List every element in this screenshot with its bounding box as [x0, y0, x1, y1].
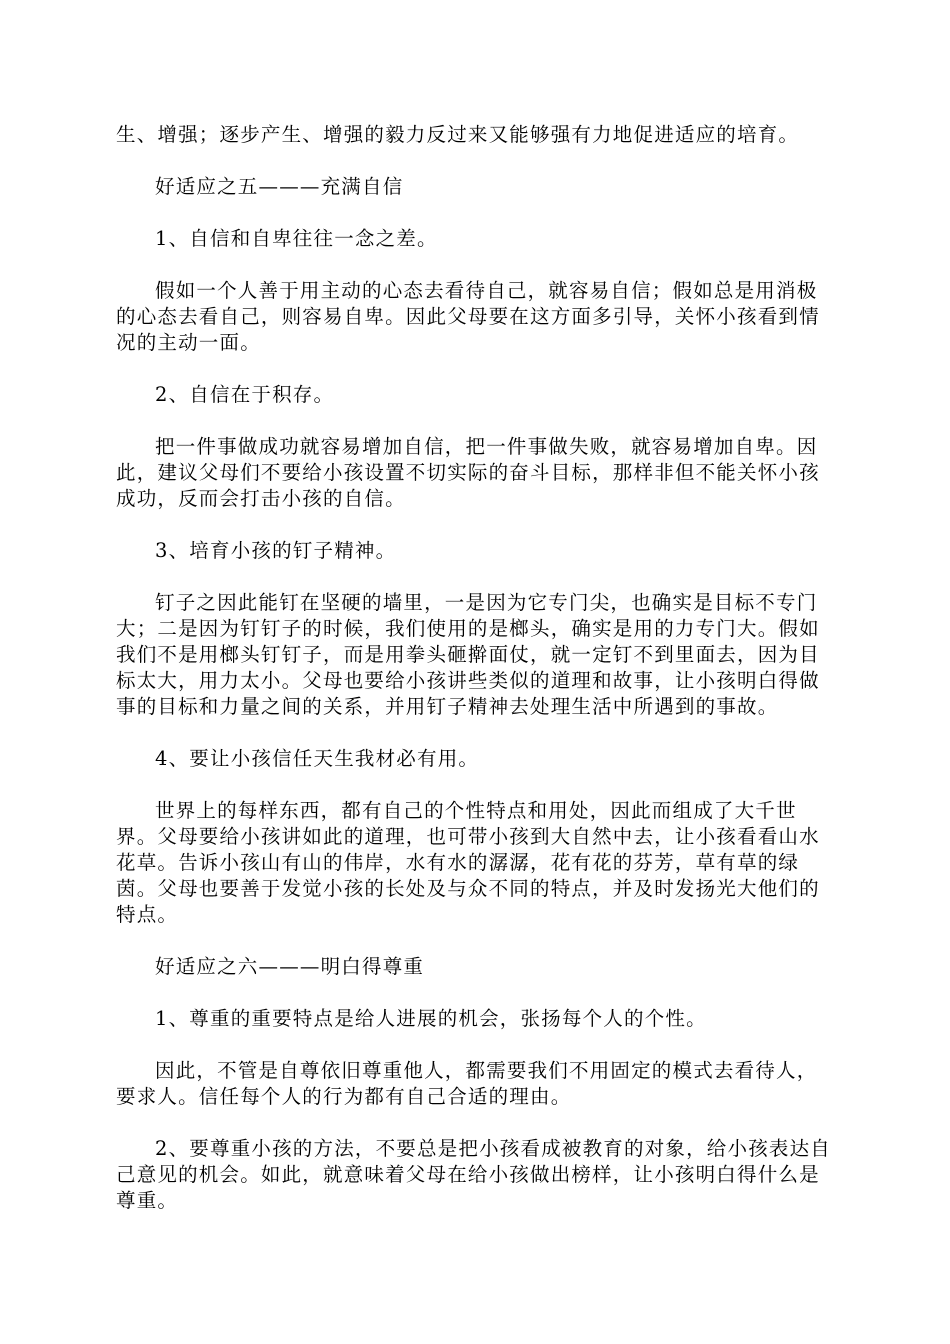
section-heading-six: 好适应之六———明白得尊重	[155, 955, 425, 978]
section-heading-five: 好适应之五———充满自信	[155, 175, 404, 198]
subheading-1: 1、尊重的重要特点是给人进展的机会，张扬每个人的个性。	[155, 1007, 707, 1030]
paragraph-continuation: 生、增强；逐步产生、增强的毅力反过来又能够强有力地促进适应的培育。	[116, 123, 800, 146]
paragraph: 世界上的每样东西，都有自己的个性特点和用处，因此而组成了大千世界。父母要给小孩讲如此的道理，也可带小孩到大自然中去，让小孩看看山水花草。告诉小孩山有山的伟岸，水有水的潺潺，花有花的芬芳，草有草的绿茵。父母也要善于发觉小孩的长处及与众不同的特点，并及时发扬光大他们的特点。	[116, 799, 820, 926]
paragraph: 假如一个人善于用主动的心态去看待自己，就容易自信；假如总是用消极的心态去看自己，则容易自卑。因此父母要在这方面多引导，关怀小孩看到情况的主动一面。	[116, 279, 820, 354]
paragraph: 因此，不管是自尊依旧尊重他人，都需要我们不用固定的模式去看待人，要求人。信任每个人的行为都有自己合适的理由。	[116, 1059, 818, 1108]
paragraph: 钉子之因此能钉在坚硬的墙里，一是因为它专门尖，也确实是目标不专门大；二是因为钉钉子的时候，我们使用的是榔头，确实是用的力专门大。假如我们不是用榔头钉钉子，而是用拳头砸擀面仗，就一定钉不到里面去，因为目标太大，用力太小。父母也要给小孩讲些类似的道理和故事，让小孩明白得做事的目标和力量之间的关系，并用钉子精神去处理生活中所遇到的事故。	[116, 591, 820, 718]
document-body	[116, 122, 836, 1240]
subheading-3: 3、培育小孩的钉子精神。	[155, 539, 397, 562]
subheading-4: 4、要让小孩信任天生我材必有用。	[155, 747, 480, 770]
paragraph: 把一件事做成功就容易增加自信，把一件事做失败，就容易增加自卑。因此，建议父母们不要给小孩设置不切实际的奋斗目标，那样非但不能关怀小孩成功，反而会打击小孩的自信。	[116, 435, 820, 510]
subheading-2: 2、自信在于积存。	[155, 383, 335, 406]
paragraph: 2、要尊重小孩的方法，不要总是把小孩看成被教育的对象，给小孩表达自己意见的机会。如此，就意味着父母在给小孩做出榜样，让小孩明白得什么是尊重。	[116, 1137, 832, 1212]
subheading-1: 1、自信和自卑往往一念之差。	[155, 227, 438, 250]
